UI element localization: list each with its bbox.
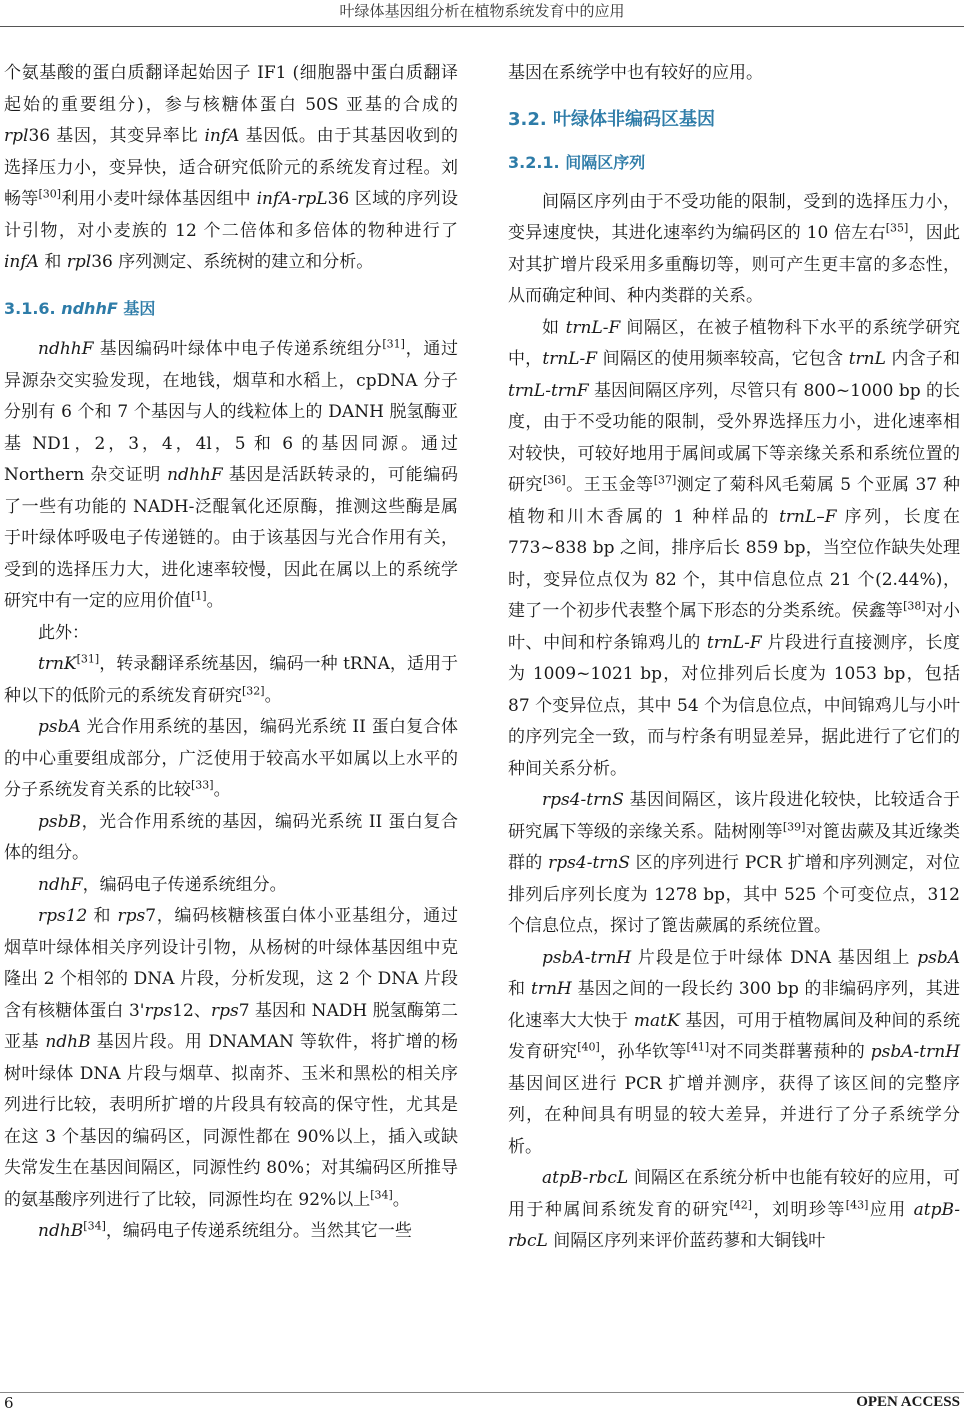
text-run: 基因间隔区序列，尽管只有 800~1000 bp 的长度，由于不受功能的限制，受外界选择压力小，进化速率相对较快，可较好地用于属间或属下等亲缘关系和系统位置的研究 — [508, 380, 960, 495]
citation-ref: [37] — [653, 473, 677, 487]
footer-divider — [0, 1392, 964, 1393]
paragraph-psba — [4, 712, 458, 807]
header-divider — [0, 26, 964, 27]
text-run: 。 — [213, 780, 231, 800]
citation-ref: [34] — [83, 1219, 106, 1233]
text-run: 片段进行直接测序，长度为 1009~1021 bp，对位排列后长度为 1053 bp，包括 87 个变异位点，其中 54 个为信息位点，中间锦鸡儿与小叶的序列完全一致，而与柠条有明显差异，据此进行了它们的种间关系分析。 — [508, 632, 961, 779]
text-run: 36 区域的序列设计引物，对小麦族的 12 个二倍体和多倍体的物种进行了 — [4, 189, 459, 241]
text-run: 间隔区的使用频率较高，它包含 — [597, 349, 849, 369]
text-run: 36 基因，其变异率比 — [28, 126, 205, 146]
gene-name: ndhhF — [167, 465, 223, 485]
paragraph-ndhf — [4, 870, 458, 902]
gene-name: ndhhF — [38, 339, 94, 359]
gene-name: psbA — [38, 717, 81, 737]
gene-name: trnL-F — [706, 632, 762, 653]
paragraph-psbb — [4, 807, 458, 870]
text-run: 对不同类群薯蓣种的 — [709, 1042, 871, 1062]
text-run: 基因间隔区，该片段进化较快，比较适合于研究属下等级的亲缘关系。陆树刚等 — [508, 790, 960, 842]
text-run: 基因之间的一段长约 300 bp 的非编码序列，其进化速率大大快于 — [508, 979, 960, 1031]
page-number: 6 — [4, 1394, 14, 1412]
text-run: 基因在系统学中也有较好的应用。 — [508, 63, 763, 83]
citation-ref: [35] — [885, 221, 909, 235]
citation-ref: [39] — [782, 819, 806, 833]
text-run: ，通过异源杂交实验发现，在地钱，烟草和水稻上，cpDNA 分子分别有 6 个和 7 个基因与人的线粒体上的 DANH 脱氢酶亚基 ND1，2，3，4，4l，5 和 6 的基因同源。通过 Northern 杂交证明 — [4, 339, 459, 485]
text-run: 和 — [87, 906, 118, 926]
gene-name: trnL-F — [542, 349, 598, 369]
text-run: 。 — [392, 1189, 410, 1210]
text-run: 如 — [542, 317, 566, 338]
section-title-suffix: 基因 — [117, 298, 156, 318]
paragraph-continued — [508, 58, 960, 90]
text-run: 7 基因和 NADH 脱氢酶第二亚基 — [4, 1000, 458, 1052]
text-run: ，刘明珍等 — [752, 1199, 846, 1220]
running-header: 叶绿体基因组分析在植物系统发育中的应用 — [339, 2, 625, 20]
left-column — [4, 58, 458, 1248]
gene-name: ndhB — [38, 1221, 84, 1241]
paragraph-ndhb — [4, 1216, 458, 1248]
gene-name: rpl — [4, 126, 29, 146]
paragraph-spacer — [508, 187, 960, 313]
gene-name: rps — [210, 1000, 239, 1021]
gene-name: ndhF — [38, 874, 83, 895]
section-heading-3-1-6 — [4, 293, 458, 325]
text-run: ，因此对其扩增片段采用多重酶切等，则可产生更丰富的多态性，从而确定种间、种内类群的关系。 — [508, 223, 960, 306]
gene-name: trnL — [848, 349, 886, 369]
text-run: 应用 — [868, 1199, 914, 1220]
gene-name: ndhB — [45, 1032, 91, 1052]
text-run: 光合作用系统的基因，编码光系统 II 蛋白复合体的中心重要组成部分，广泛使用于较高水平如属以上水平的分子系统发育关系的比较 — [4, 717, 458, 800]
text-run: ，光合作用系统的基因，编码光系统 II 蛋白复合体的组分。 — [4, 811, 458, 863]
text-run: 测定了菊科风毛菊属 5 个亚属 37 种植物和川木香属的 1 种样品的 — [508, 475, 961, 527]
text-run: 和 — [38, 252, 67, 272]
gene-name: psbA-trnH — [542, 947, 632, 968]
text-run: 间隔区序列来评价蓝药蓼和大铜钱叶 — [547, 1231, 826, 1251]
gene-name: psbA — [917, 947, 960, 968]
text-run: 基因，可用于植物属间及种间的系统发育研究 — [508, 1010, 961, 1062]
text-run: 和 — [508, 979, 532, 999]
paragraph-psba-trnh — [508, 943, 960, 1164]
text-run: 基因片段。用 DNAMAN 等软件，将扩增的杨树叶绿体 DNA 片段与烟草、拟南芥、玉米和黑松的相关序列进行比较，表明所扩增的片段具有较高的保守性，尤其是在这 3 个基因的编码区，同源性都在 90%以上，插入或缺失常发生在基因间隔区，同源性约 80%；对其编码区所推导的氨基酸序列进行了比较，同源性均在 92%以上 — [4, 1032, 458, 1210]
gene-name: psbA-trnH — [870, 1042, 961, 1062]
citation-ref: [36] — [543, 473, 566, 487]
gene-name: trnL-F — [565, 317, 621, 338]
text-run: 序列，长度在 773~838 bp 之间，排序后长 859 bp，当空位作缺失处理时，变异位点仅为 82 个，其中信息位点 21 个(2.44%)，建了一个初步代表整个属下形态的分类系统。侯鑫等 — [508, 506, 960, 621]
section-gene-name: ndhhF — [61, 298, 118, 318]
text-run: 间隔区序列由于不受功能的限制，受到的选择压力小，变异速度快，其进化速率约为编码区的 10 倍左右 — [508, 191, 960, 243]
text-run: ，转录翻译系统基因，编码一种 tRNA，适用于种以下的低阶元的系统发育研究 — [4, 654, 458, 706]
gene-name: atpB-rbcL — [542, 1168, 629, 1188]
gene-name: infA-rpL — [256, 189, 328, 209]
text-run: 此外： — [38, 622, 89, 643]
gene-name: psbB — [38, 811, 81, 832]
citation-ref: [1] — [191, 589, 207, 603]
text-run: ，孙华钦等 — [599, 1042, 687, 1062]
text-run: 对篦齿蕨及其近缘类群的 — [508, 821, 961, 873]
text-run: 。 — [264, 685, 282, 706]
text-run: 。 — [206, 591, 224, 611]
paragraph-trnl-f — [508, 313, 960, 786]
text-run: 区的序列进行 PCR 扩增和序列测定，对位排列后序列长度为 1278 bp，其中 525 个可变位点，312 个信息位点，探讨了篦齿蕨属的系统位置。 — [508, 853, 960, 936]
text-run: 间隔区，在被子植物科下水平的系统学研究中， — [508, 317, 960, 369]
gene-name: rps4-trnS — [548, 853, 631, 873]
text-run: 12、 — [172, 1000, 211, 1021]
gene-name: rps12 — [38, 906, 88, 926]
paragraph-rps12 — [4, 901, 458, 1216]
text-run: 对小叶、中间和柠条锦鸡儿的 — [508, 601, 961, 653]
text-run: 间隔区在系统分析中也能有较好的应用，可用于种属间系统发育的研究 — [508, 1168, 960, 1220]
text-run: 基因低。由于其基因收到的选择压力小，变异快，适合研究低阶元的系统发育过程。刘畅等 — [4, 126, 458, 209]
gene-name: rps4-trnS — [542, 790, 624, 810]
citation-ref: [42] — [729, 1197, 753, 1211]
gene-name: rps — [144, 1000, 173, 1021]
gene-name: rps — [117, 906, 146, 926]
citation-ref: [30] — [38, 187, 62, 201]
gene-name: infA — [204, 126, 240, 146]
citation-ref: [34] — [370, 1187, 393, 1201]
paragraph-rps4-trns — [508, 785, 960, 943]
citation-ref: [33] — [191, 778, 214, 792]
paragraph-trnk — [4, 649, 458, 712]
gene-name: infA — [4, 252, 39, 272]
gene-name: trnL–F — [779, 506, 837, 527]
citation-ref: [31] — [382, 337, 405, 351]
section-heading-3-2: 3.2. 叶绿体非编码区基因 — [508, 108, 715, 130]
gene-name: rpl — [66, 252, 92, 272]
paragraph-besides — [4, 618, 458, 650]
section-heading-3-2-1: 3.2.1. 间隔区序列 — [508, 153, 646, 172]
journal-footer: OPEN ACCESS — [856, 1394, 960, 1410]
gene-name: matK — [633, 1010, 680, 1031]
gene-name: trnH — [531, 979, 572, 999]
text-run: ，编码电子传递系统组分。当然其它一些 — [105, 1221, 412, 1241]
gene-name: atpB-rbcL — [508, 1199, 961, 1251]
citation-ref: [43] — [845, 1197, 869, 1211]
paragraph-ndhhf — [4, 334, 458, 618]
citation-ref: [32] — [242, 683, 265, 697]
text-run: 个氨基酸的蛋白质翻译起始因子 IF1 (细胞器中蛋白质翻译起始的重要组分)，参与核糖体蛋白 50S 亚基的合成的 — [4, 63, 458, 115]
gene-name: trnL-trnF — [508, 380, 589, 401]
text-run: ，编码电子传递系统组分。 — [82, 874, 287, 895]
text-run: 利用小麦叶绿体基因组中 — [61, 189, 257, 209]
text-run: 7，编码核糖核蛋白体小亚基组分，通过烟草叶绿体相关序列设计引物，从杨树的叶绿体基因组中克隆出 2 个相邻的 DNA 片段，分析发现，这 2 个 DNA 片段含有核糖体蛋白 3' — [4, 906, 458, 1021]
section-number: 3.1.6. — [4, 298, 62, 318]
text-run: 。王玉金等 — [565, 475, 654, 495]
gene-name: trnK — [38, 654, 77, 674]
right-column — [508, 58, 960, 1258]
text-run: 基因编码叶绿体中电子传递系统组分 — [93, 339, 383, 359]
citation-ref: [40] — [577, 1040, 600, 1054]
citation-ref: [41] — [686, 1040, 710, 1054]
text-run: 基因是活跃转录的，可能编码了一些有功能的 NADH-泛醌氧化还原酶，推测这些酶是属于叶绿体呼吸电子传递链的。由于该基因与光合作用有关，受到的选择压力大，进化速率较慢，因此在属以上的系统学研究中有一定的应用价值 — [4, 465, 459, 611]
text-run: 内含子和 — [885, 349, 961, 369]
paragraph-intro — [4, 58, 458, 279]
text-run: 片段是位于叶绿体 DNA 基因组上 — [631, 947, 918, 968]
text-run: 基因间区进行 PCR 扩增并测序，获得了该区间的完整序列，在种间具有明显的较大差异，并进行了分子系统学分析。 — [508, 1073, 960, 1157]
citation-ref: [38] — [903, 599, 926, 613]
paragraph-atpb-rbcl — [508, 1163, 960, 1258]
text-run: 36 序列测定、系统树的建立和分析。 — [91, 252, 374, 272]
citation-ref: [31] — [76, 652, 100, 666]
